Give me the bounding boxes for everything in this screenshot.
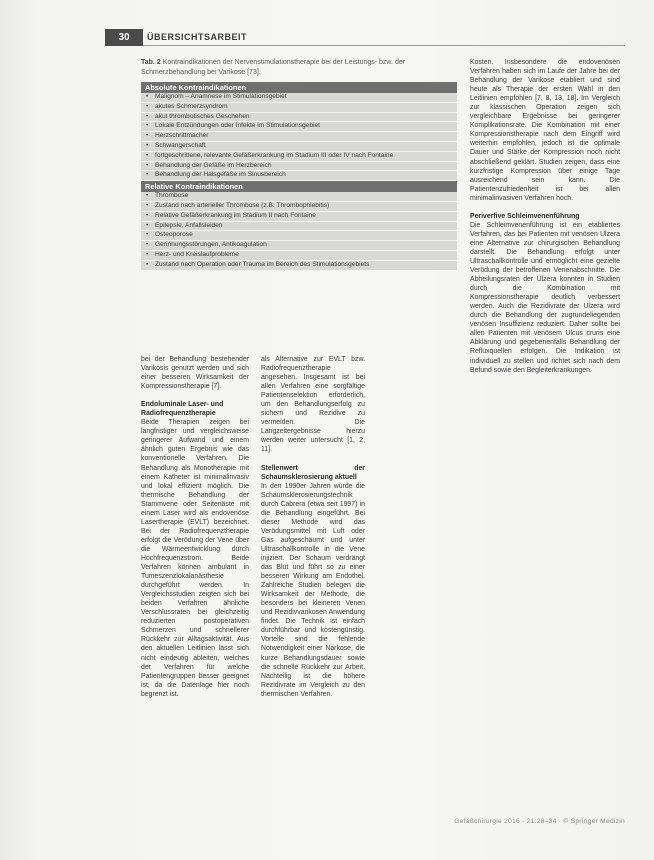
table-caption-label: Tab. 2 bbox=[141, 59, 161, 66]
table-row: • Osteoporose bbox=[141, 231, 457, 241]
table-row: • Epilepsie, Anfallsleiden bbox=[141, 222, 457, 232]
text-column-middle bbox=[261, 355, 365, 699]
paragraph: Kosten. Insbesondere die endovenösen Verfahren haben sich im Laufe der Jahre bei der Behandlung der Varikose etabliert und sind heute als Therapie der ersten Wahl in den Leitlinien empfohlen [7, 8, 13, 18]. Im Vergleich zur klassischen Operation zeigen sich vergleichbare Ergebnisse bei geringerer Komplikationsrate. Die Kombination mit einer Kompressionstherapie nach dem Eingriff wird weiterhin empfohlen, jedoch ist die optimale Dauer und Stärke der Kompression noch nicht abschließend geklärt. Studien zeigen, dass eine kurzfristige Kompression über einige Tage ausreichend sein kann. Die Patientenzufriedenheit ist bei allen minimalinvasiven Verfahren hoch. bbox=[470, 59, 620, 202]
table-caption-text: Kontraindikationen der Nervenstimulationstherapie bei der Leistungs- bzw. der Schmerzbehandlung bei Varikose [73]. bbox=[141, 59, 406, 76]
table-row: • Behandlung der Gefäße im Herzbereich bbox=[141, 162, 457, 172]
table-row: • akut thrombotisches Geschehen bbox=[141, 113, 457, 123]
paragraph: Beide Therapien zeigen bei langfristiger und vergleichsweise geringerer Aufwand und einem ähnlich guten Ergebnis wie das konventionelle Verfahren. Die Behandlung als Monotherapie mit einem Katheter ist minimalinvasiv und lokal effizient möglich. Die thermische Behandlung der Stammvene oder Seitenäste mit einem Laser wird als endovenöse Lasertherapie (EVLT) bezeichnet. Bei der Radiofrequenztherapie erfolgt die Verödung der Vene über die Wärmeentwicklung durch Hochfrequenzstrom. Beide Verfahren können ambulant in Tumeszenzlokalanästhesie durchgeführt werden. In Vergleichsstudien zeigten sich bei beiden Verfahren ähnliche Verschlussraten bei gleichzeitig reduzierten postoperativen Schmerzen und schnellerer Rückkehr zur Alltagsaktivität. Aus den aktuellen Leitlinien lässt sich nicht eindeutig ableiten, welches der Verfahren für welche Patientengruppen besser geeignet ist, da die Datenlage hier noch begrenzt ist. bbox=[141, 419, 249, 698]
text-column-left bbox=[141, 355, 249, 699]
table-group-header-absolute: Absolute Kontraindikationen bbox=[141, 82, 457, 93]
header-rule bbox=[143, 45, 625, 46]
table-row: • Schwangerschaft bbox=[141, 142, 457, 152]
table-group-header-relative: Relative Kontraindikationen bbox=[141, 181, 457, 192]
section-label: ÜBERSICHTSARBEIT bbox=[147, 32, 248, 42]
table-row: • Zustand nach arterieller Thrombose (z.B. Thrombophlebitis) bbox=[141, 202, 457, 212]
table-row: • Zustand nach Operation oder Trauma im Bereich des Stimulationsgebiets bbox=[141, 261, 457, 271]
page-header bbox=[105, 29, 625, 46]
relative-list bbox=[141, 192, 457, 270]
page-footer: Gefäßchirurgie 2016 · 21:28–34 · © Springer Medizin bbox=[454, 818, 625, 825]
paragraph: In den 1990er Jahren wurde die Schaumsklerosierungstechnik durch Cabrera (etwa seit 1997) in die Behandlung eingeführt. Bei dieser Methode wird das Verödungsmittel mit Luft oder Gas aufgeschäumt und unter Ultraschallkontrolle in die Vene injiziert. Der Schaum verdrängt das Blut und führt so zu einer besseren Wirkung am Endothel. Zahlreiche Studien belegen die Wirksamkeit der Methode, die besonders bei kleineren Venen und Rezidivvarikosen Anwendung findet. Die Technik ist einfach durchführbar und kostengünstig. Vorteile sind die fehlende Notwendigkeit einer Narkose, die kurze Behandlungsdauer sowie die schnelle Rückkehr zur Arbeit. Nachteilig ist die höhere Rezidivrate im Vergleich zu den thermischen Verfahren. bbox=[261, 482, 365, 698]
table-row: • akutes Schmerzsyndrom bbox=[141, 103, 457, 113]
table-row: • Lokale Entzündungen oder Infekte im Stimulationsgebiet bbox=[141, 122, 457, 132]
table-row: • Thrombose bbox=[141, 192, 457, 202]
text-column-right bbox=[470, 58, 620, 375]
table-row: • Malignom – Anamnese im Stimulationsgebiet bbox=[141, 93, 457, 103]
subheading: Radiofrequenztherapie bbox=[141, 410, 216, 418]
table-row: • Herz- und Kreislaufprobleme bbox=[141, 251, 457, 261]
table-caption bbox=[141, 58, 457, 78]
subheading: Endoluminale Laser- und bbox=[141, 401, 224, 409]
table-row: • fortgeschrittene, relevante Gefäßerkrankung im Stadium III oder IV nach Fontaine bbox=[141, 152, 457, 162]
subheading: Periverfive Schleimvenenführung bbox=[470, 212, 580, 220]
paragraph: Die Schleimvenenführung ist ein etabliertes Verfahren, das bei Patienten mit venösen Ulzera eine Alternative zur chirurgischen Behandlung darstellt. Die Behandlung erfolgt unter Ultraschallkontrolle und ermöglicht eine gezielte Verödung der betroffenen Venenabschnitte. Die Abheilungsraten der Ulzera konnten in Studien durch die Kombination mit Kompressionstherapie deutlich verbessert werden. Auch die Rezidivrate der Ulzera wird durch die Behandlung der zugrundeliegenden venösen Insuffizienz reduziert. Daher sollte bei allen Patienten mit venösem Ulcus cruris eine Abklärung und gegebenenfalls Behandlung der Refluxquellen erfolgen. Die Indikation ist individuell zu stellen und richtet sich nach dem Befund sowie den Begleiterkrankungen. bbox=[470, 221, 620, 374]
table-row: • Behandlung der Halsgefäße im Sinusbereich bbox=[141, 171, 457, 181]
subheading: Stellenwert der Schaumsklerosierung aktuell bbox=[261, 464, 365, 481]
table-row: • Gerinnungsstörungen, Antikoagulation bbox=[141, 241, 457, 251]
table-row: • Relative Gefäßerkrankung im Stadium II nach Fontaine bbox=[141, 212, 457, 222]
paragraph: bei der Behandlung bestehender Varikosis genutzt werden und sich einer besseren Wirksamkeit der Kompressionstherapie [7]. bbox=[141, 356, 249, 391]
absolute-list bbox=[141, 93, 457, 181]
table-row: • Herzschrittmacher bbox=[141, 132, 457, 142]
paragraph: als Alternative zur EVLT bzw. Radiofrequenztherapie angesehen. Insgesamt ist bei allen Verfahren eine sorgfältige Patientenselektion erforderlich, um den Behandlungserfolg zu sichern und Rezidive zu vermeiden. Die Langzeitergebnisse hierzu werden weiter untersucht [1, 2, 11]. bbox=[261, 356, 365, 454]
page-number: 30 bbox=[105, 29, 143, 46]
contraindications-table bbox=[141, 58, 457, 271]
